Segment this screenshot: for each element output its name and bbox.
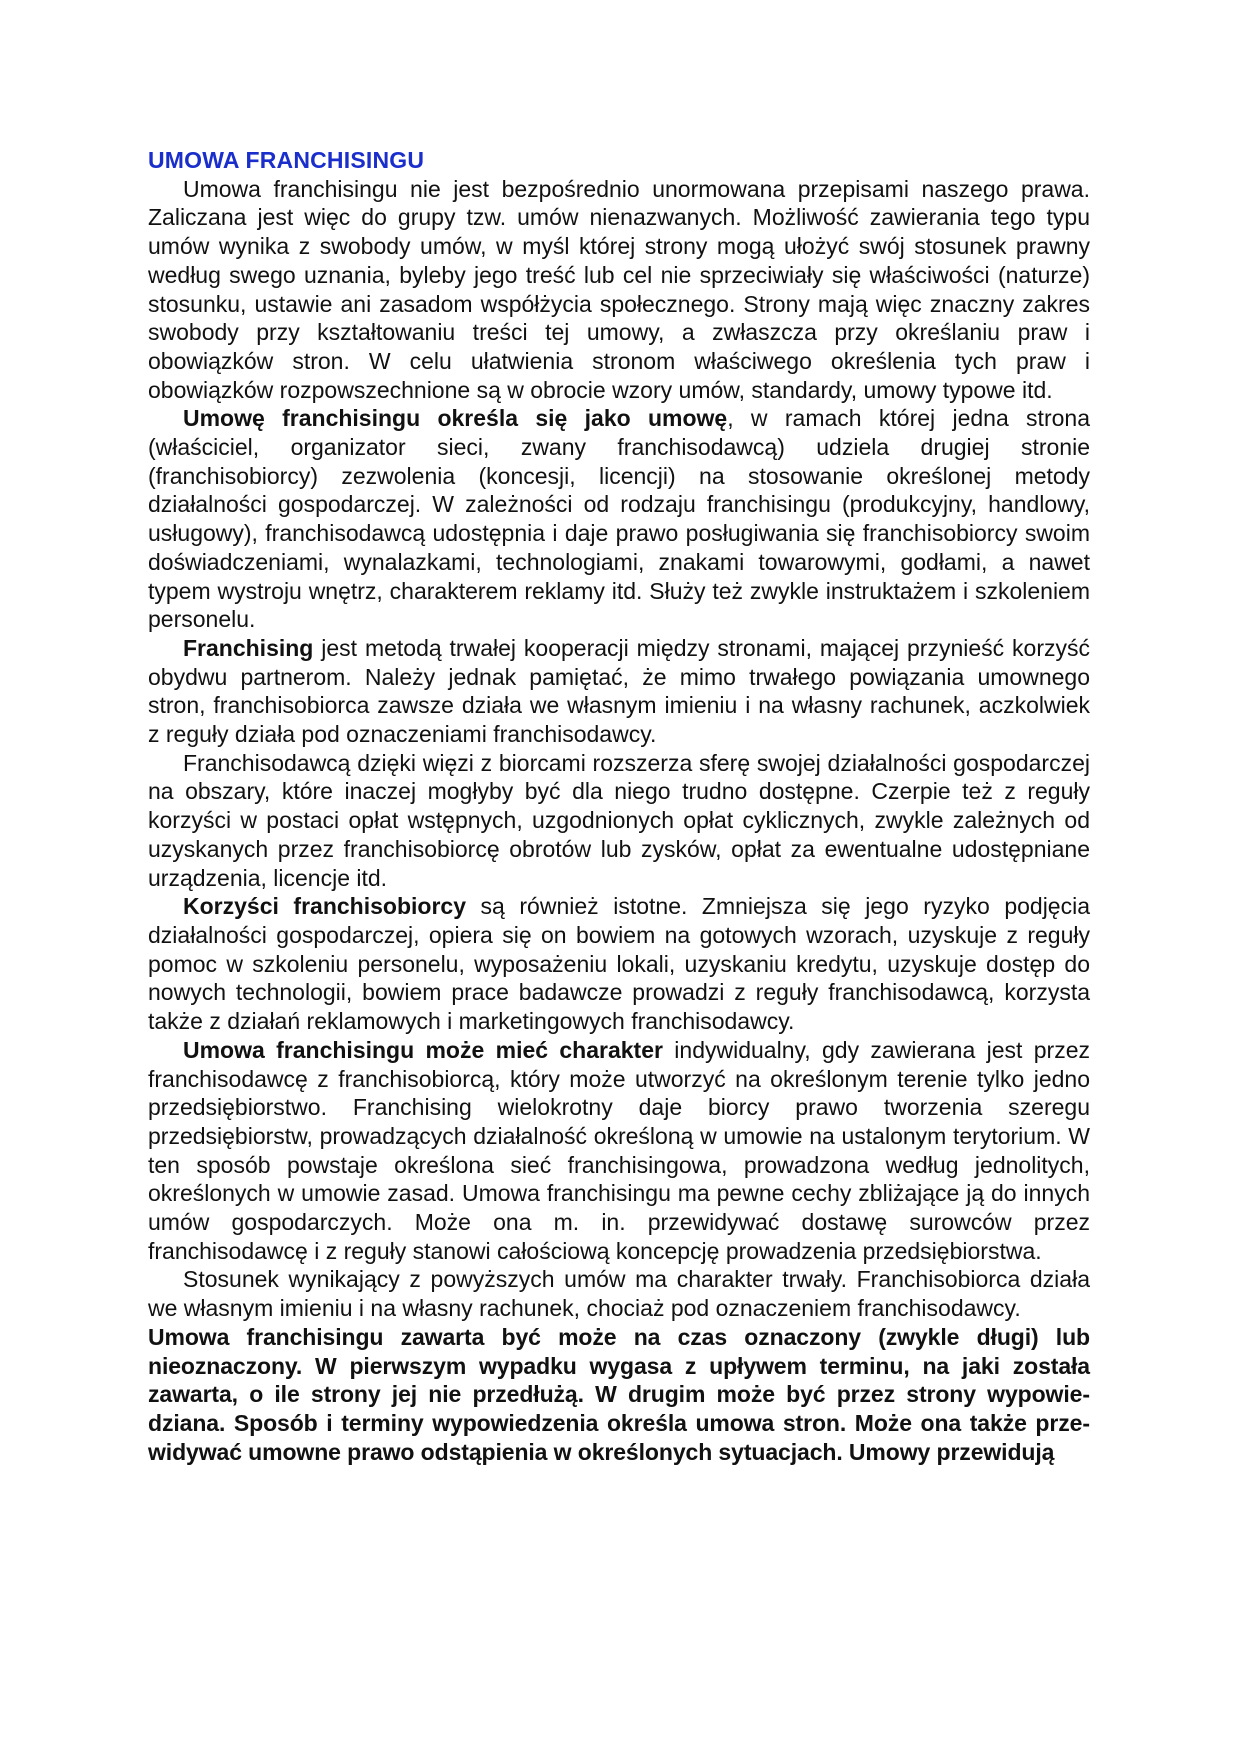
paragraph-5 — [148, 892, 1090, 1036]
paragraph-5-lead: Korzyści franchisobiorcy — [183, 893, 466, 920]
closing-paragraph: Umowa franchisingu zawarta być może na czas oznaczony (zwykle długi) lub nieoznaczony. W pierwszym wypadku wygasa z upływem terminu, na jaki została zawarta, o ile strony jej nie przedłużą. W drugim może być przez strony wypowiedziana. Sposób i terminy wypowiedzenia określa umowa stron. Może ona także przewidywać umowne prawo odstąpienia w określonych sytuacjach. Umowy przewidują — [148, 1323, 1090, 1465]
paragraph-6-lead: Umowa franchisingu może mieć charakter — [183, 1036, 663, 1063]
paragraph-3-lead: Franchising — [183, 634, 314, 661]
paragraph-2-lead: Umowę franchisingu określa się jako umowę — [183, 405, 728, 432]
paragraph-5-text: są również istotne. Zmniejsza się jego ryzyko podjęcia działalności gospodarczej, opiera się on bowiem na gotowych wzorach, uzyskuje z reguły pomoc w szkoleniu personelu, wyposażeniu lokali, uzyskaniu kredytu, uzyskuje dostęp do nowych technologii, bowiem prace badawcze prowadzi z reguły franchisodawcą, korzysta także z działań reklamowych i marketingowych franchisodawcy. — [148, 893, 1090, 1035]
paragraph-1-text: Umowa franchisingu nie jest bezpośrednio unormowana przepisami naszego prawa. Zaliczana jest więc do grupy tzw. umów nienazwanych. Możliwość zawierania tego typu umów wynika z swobody umów, w myśl której strony mogą ułożyć swój stosunek prawny według swego uznania, byleby jego treść lub cel nie sprzeciwiały się właściwości (naturze) stosunku, ustawie ani zasadom współżycia społecznego. Strony mają więc znaczny zakres swobody przy kształtowaniu treści tej umowy, a zwłaszcza przy określaniu praw i obowiązków stron. W celu ułatwienia stronom właściwego określenia tych praw i obowiązków rozpowszechnione są w obrocie wzory umów, standardy, umowy typowe itd. — [148, 175, 1090, 403]
document-page — [148, 146, 1090, 1466]
paragraph-6-text: indywidualny, gdy zawierana jest przez franchisodawcę z franchisobiorcą, który może utworzyć na określonym terenie tylko jedno przedsiębiorstwo. Franchising wielokrotny daje biorcy prawo tworzenia szeregu przedsiębiorstw, prowadzących działalność określoną w umowie na ustalonym terytorium. W ten sposób powstaje określona sieć franchisingowa, prowadzona według jednolitych, określonych w umowie zasad. Umowa franchisingu ma pewne cechy zbliżające ją do innych umów gospodarczych. Może ona m. in. przewidywać dostawę surowców przez franchisodawcę i z reguły stanowi całościową koncepcję prowadzenia przedsiębiorstwa. — [148, 1036, 1090, 1264]
paragraph-7 — [148, 1265, 1090, 1322]
paragraph-2 — [148, 404, 1090, 634]
paragraph-6 — [148, 1036, 1090, 1266]
paragraph-4 — [148, 749, 1090, 893]
paragraph-3-text: jest metodą trwałej kooperacji między stronami, mającej przynieść korzyść obydwu partnerom. Należy jednak pamiętać, że mimo trwałego powiązania umownego stron, franchisobiorca zawsze działa we własnym imieniu i na własny rachunek, aczkolwiek z reguły działa pod oznaczeniami franchisodawcy. — [148, 634, 1090, 748]
paragraph-1 — [148, 175, 1090, 405]
document-title: UMOWA FRANCHISINGU — [148, 147, 425, 173]
paragraph-4-text: Franchisodawcą dzięki więzi z biorcami rozszerza sferę swojej działalności gospodarczej na obszary, które inaczej mogłyby być dla niego trudno dostępne. Czerpie też z reguły korzyści w postaci opłat wstępnych, uzgodnionych opłat cyklicznych, zwykle zależnych od uzyskanych przez franchisobiorcę obrotów lub zysków, opłat za ewentualne udostępniane urządzenia, licencje itd. — [148, 749, 1090, 891]
paragraph-7-text: Stosunek wynikający z powyższych umów ma charakter trwały. Franchisobiorca działa we własnym imieniu i na własny rachunek, chociaż pod oznaczeniem franchisodawcy. — [148, 1266, 1090, 1322]
paragraph-2-text: , w ramach której jedna strona (właściciel, organizator sieci, zwany franchisodawcą) udziela drugiej stronie (franchisobiorcy) zezwolenia (koncesji, licencji) na stosowanie określonej metody działalności gospodarczej. W zależności od rodzaju franchisingu (produkcyjny, handlowy, usługowy), franchisodawcą udostępnia i daje prawo posługiwania się franchisobiorcy swoim doświadczeniami, wynalazkami, technologiami, znakami towarowymi, godłami, a nawet typem wystroju wnętrz, charakterem reklamy itd. Służy też zwykle instruktażem i szkoleniem personelu. — [148, 405, 1090, 633]
paragraph-3 — [148, 634, 1090, 749]
